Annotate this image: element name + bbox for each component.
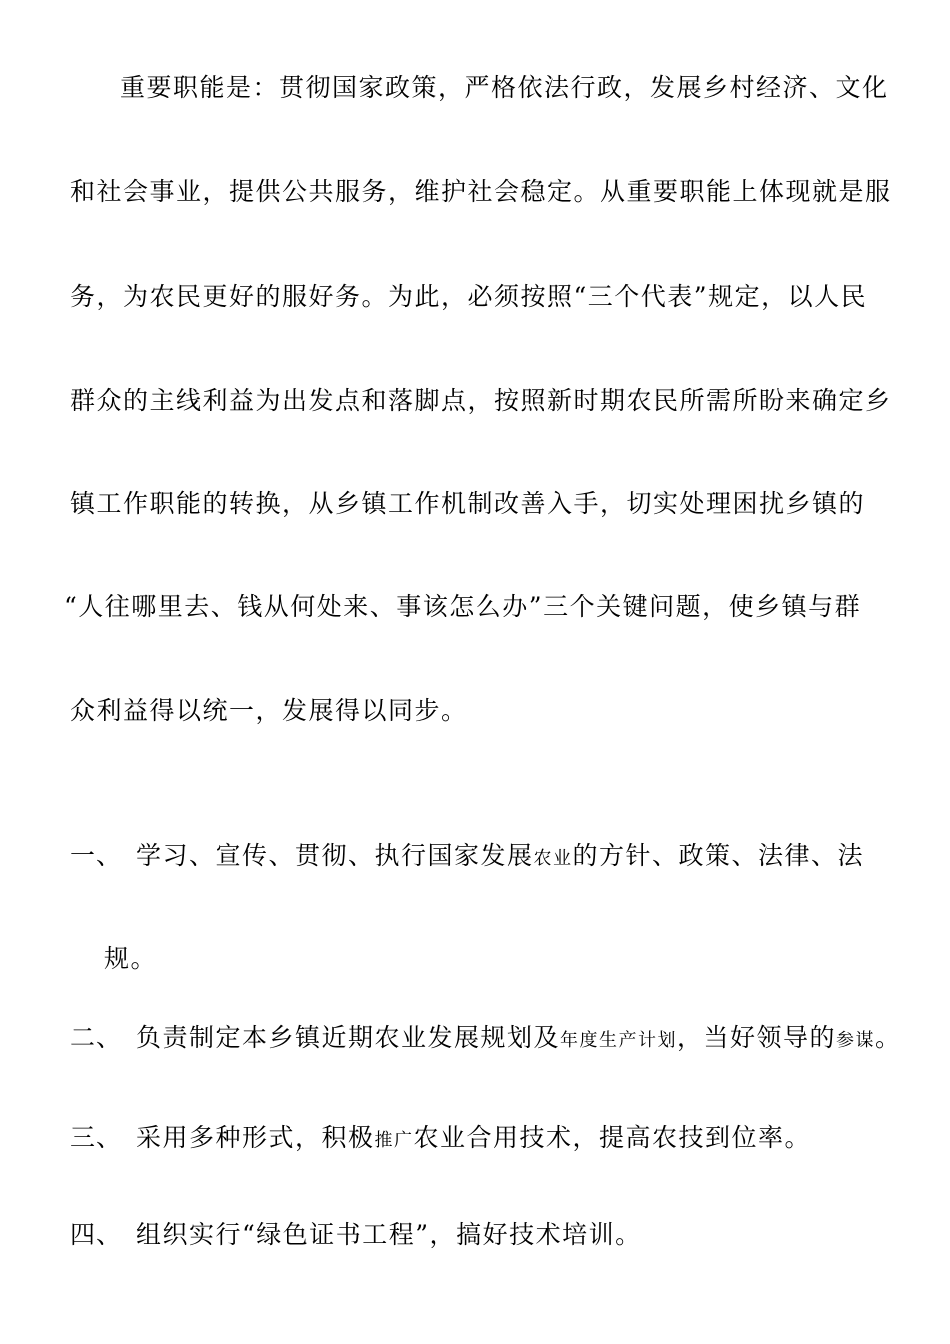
list-item-1-text-b: 的方针、政策、法律、法 [572,841,865,870]
list-item-2-text-c: 。 [875,1023,902,1052]
list-item-3-number: 三、 [70,1123,123,1152]
list-item-3-text-b: 农业合用技术，提高农技到位率。 [413,1123,812,1152]
paragraph-line-3: 务，为农民更好的服好务。为此，必须按照“三个代表”规定，以人民 [70,282,868,311]
list-item-2-text-a: 负责制定本乡镇近期农业发展规划及 [136,1023,561,1052]
list-item-2-text-b: ，当好领导的 [677,1023,837,1052]
list-item-1-text-a: 学习、宣传、贯彻、执行国家发展 [136,841,534,870]
list-item-3-text-small: 推广 [374,1130,414,1151]
list-item-1-text-cont: 规。 [104,944,158,973]
list-item-2 [70,1023,902,1056]
list-item-2-text-small: 年度生产计划 [560,1030,678,1051]
list-item-4 [70,1220,642,1250]
paragraph-line-2: 和社会事业，提供公共服务，维护社会稳定。从重要职能上体现就是服 [70,177,892,206]
list-item-2-text-small-2: 参谋 [836,1030,876,1051]
list-item-1-continuation [104,944,157,974]
list-item-4-number: 四、 [70,1220,123,1249]
list-item-1-number: 一、 [70,841,123,870]
list-item-3-text-a: 采用多种形式，积极 [136,1123,375,1152]
paragraph-line-7: 众利益得以统一，发展得以同步。 [70,696,468,725]
list-item-1 [70,841,864,874]
list-item-1-text-small: 农业 [533,848,573,869]
paragraph-line-6: “人往哪里去、钱从何处来、事该怎么办”三个关键问题，使乡镇与群 [64,592,862,621]
list-item-4-text-a: 组织实行“绿色证书工程”，搞好技术培训。 [136,1220,642,1249]
list-item-3 [70,1123,811,1156]
list-item-2-number: 二、 [70,1023,123,1052]
paragraph-line-1: 重要职能是：贯彻国家政策，严格依法行政，发展乡村经济、文化 [120,73,889,102]
paragraph-line-5: 镇工作职能的转换，从乡镇工作机制改善入手，切实处理困扰乡镇的 [70,489,866,518]
paragraph-line-4: 群众的主线利益为出发点和落脚点，按照新时期农民所需所盼来确定乡 [70,386,892,415]
